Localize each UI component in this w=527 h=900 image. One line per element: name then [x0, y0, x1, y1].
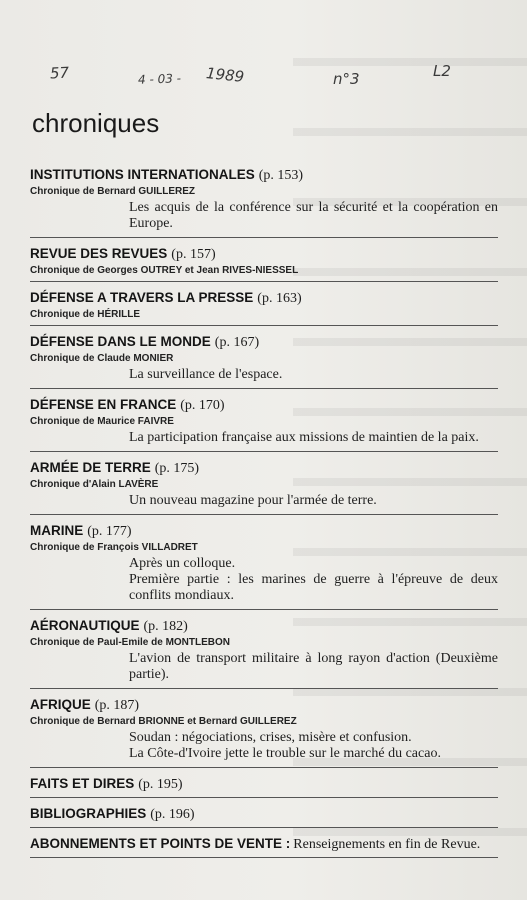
toc-entry-title: DÉFENSE EN FRANCE [30, 397, 177, 412]
toc-entry-heading [30, 396, 498, 415]
toc-entry [30, 835, 498, 858]
toc-entry-description-line: Soudan : négociations, crises, misère et confusion. [129, 730, 412, 745]
toc-entry-description [129, 429, 498, 448]
toc-entry-title: ARMÉE DE TERRE [30, 460, 151, 475]
toc-entry-author: Chronique de Bernard BRIONNE et Bernard GUILLEREZ [30, 716, 297, 727]
handwritten-date: 4 - 03 - [137, 71, 182, 87]
handwritten-code: L2 [433, 62, 451, 80]
toc-entry-author: Chronique d'Alain LAVÈRE [30, 479, 159, 490]
toc-entry-heading [30, 522, 498, 541]
toc-entry-description-line: La participation française aux missions de maintien de la paix. [129, 430, 479, 445]
toc-entry [30, 617, 498, 689]
toc-entry-description [129, 729, 498, 764]
toc-entry [30, 805, 498, 828]
section-title: chroniques [32, 108, 160, 138]
toc-entry-heading [30, 696, 498, 715]
toc-entry-title: AÉRONAUTIQUE [30, 618, 140, 633]
toc-entry [30, 775, 498, 798]
toc-entry-page: (p. 177) [87, 524, 132, 539]
toc-entry-author: Chronique de Georges OUTREY et Jean RIVES-NIESSEL [30, 265, 299, 276]
toc-entry-page: (p. 157) [171, 247, 216, 262]
toc-entry-inline-text: Renseignements en fin de Revue. [293, 837, 481, 852]
toc-entry-title: DÉFENSE DANS LE MONDE [30, 334, 211, 349]
toc-entry-heading [30, 166, 498, 185]
toc-entry [30, 696, 498, 768]
toc-entry-page: (p. 167) [214, 335, 260, 350]
toc-entry-description [129, 366, 498, 385]
toc-entry-title: INSTITUTIONS INTERNATIONALES [30, 167, 255, 182]
toc-entry-author: Chronique de François VILLADRET [30, 542, 198, 553]
toc-entry-heading [30, 835, 498, 854]
handwritten-issue: n°3 [333, 70, 360, 88]
toc-entry-heading [30, 289, 498, 308]
toc-entry-page: (p. 195) [138, 777, 183, 792]
toc-entry-title: DÉFENSE A TRAVERS LA PRESSE [30, 290, 254, 305]
toc-entry-heading [30, 805, 498, 824]
toc-entry-description-line: Première partie : les marines de guerre à l'épreuve de deux conflits mondiaux. [129, 572, 498, 603]
toc-entry-author: Chronique de Bernard GUILLEREZ [30, 186, 196, 197]
toc-entry-heading [30, 459, 498, 478]
toc-entry-description-line: Un nouveau magazine pour l'armée de terre. [129, 493, 377, 508]
toc-entry [30, 522, 498, 610]
toc-entry-author: Chronique de Maurice FAIVRE [30, 416, 174, 427]
toc-entry-page: (p. 163) [257, 291, 302, 306]
toc-entry-heading [30, 245, 498, 264]
toc-entry-description-line: Les acquis de la conférence sur la sécurité et la coopération en Europe. [129, 200, 498, 231]
table-of-contents [30, 166, 498, 865]
toc-entry-description-line: Après un colloque. [129, 556, 236, 571]
toc-entry-title: ABONNEMENTS ET POINTS DE VENTE : [30, 836, 291, 851]
toc-entry-title: MARINE [30, 523, 84, 538]
toc-entry-heading [30, 617, 498, 636]
toc-entry-title: BIBLIOGRAPHIES [30, 806, 147, 821]
toc-entry-heading [30, 775, 498, 794]
toc-entry-page: (p. 170) [180, 398, 225, 413]
toc-entry [30, 289, 498, 326]
toc-entry-heading [30, 333, 498, 352]
handwritten-number: 57 [49, 63, 70, 83]
toc-entry [30, 245, 498, 282]
toc-entry-title: REVUE DES REVUES [30, 246, 168, 261]
toc-entry [30, 459, 498, 515]
toc-entry-description [129, 492, 498, 511]
toc-entry-author: Chronique de HÉRILLE [30, 309, 140, 320]
toc-entry-description [129, 650, 498, 685]
toc-entry-author: Chronique de Paul-Emile de MONTLEBON [30, 637, 231, 648]
toc-entry-description-line: La surveillance de l'espace. [129, 367, 283, 382]
toc-entry-description [129, 199, 498, 234]
toc-entry-page: (p. 175) [154, 461, 200, 476]
toc-entry-page: (p. 182) [143, 619, 188, 634]
toc-entry-page: (p. 196) [150, 807, 195, 822]
toc-entry-title: FAITS ET DIRES [30, 776, 135, 791]
toc-entry-page: (p. 187) [94, 698, 140, 713]
toc-entry [30, 396, 498, 452]
toc-entry-description-line: L'avion de transport militaire à long rayon d'action (Deuxième partie). [129, 651, 498, 682]
toc-entry-author: Chronique de Claude MONIER [30, 353, 174, 364]
toc-entry-page: (p. 153) [258, 168, 304, 183]
toc-entry [30, 166, 498, 238]
toc-entry [30, 333, 498, 389]
toc-entry-description [129, 555, 498, 606]
toc-entry-description-line: La Côte-d'Ivoire jette le trouble sur le marché du cacao. [129, 746, 441, 761]
handwritten-year: 1989 [205, 64, 246, 86]
toc-entry-title: AFRIQUE [30, 697, 91, 712]
